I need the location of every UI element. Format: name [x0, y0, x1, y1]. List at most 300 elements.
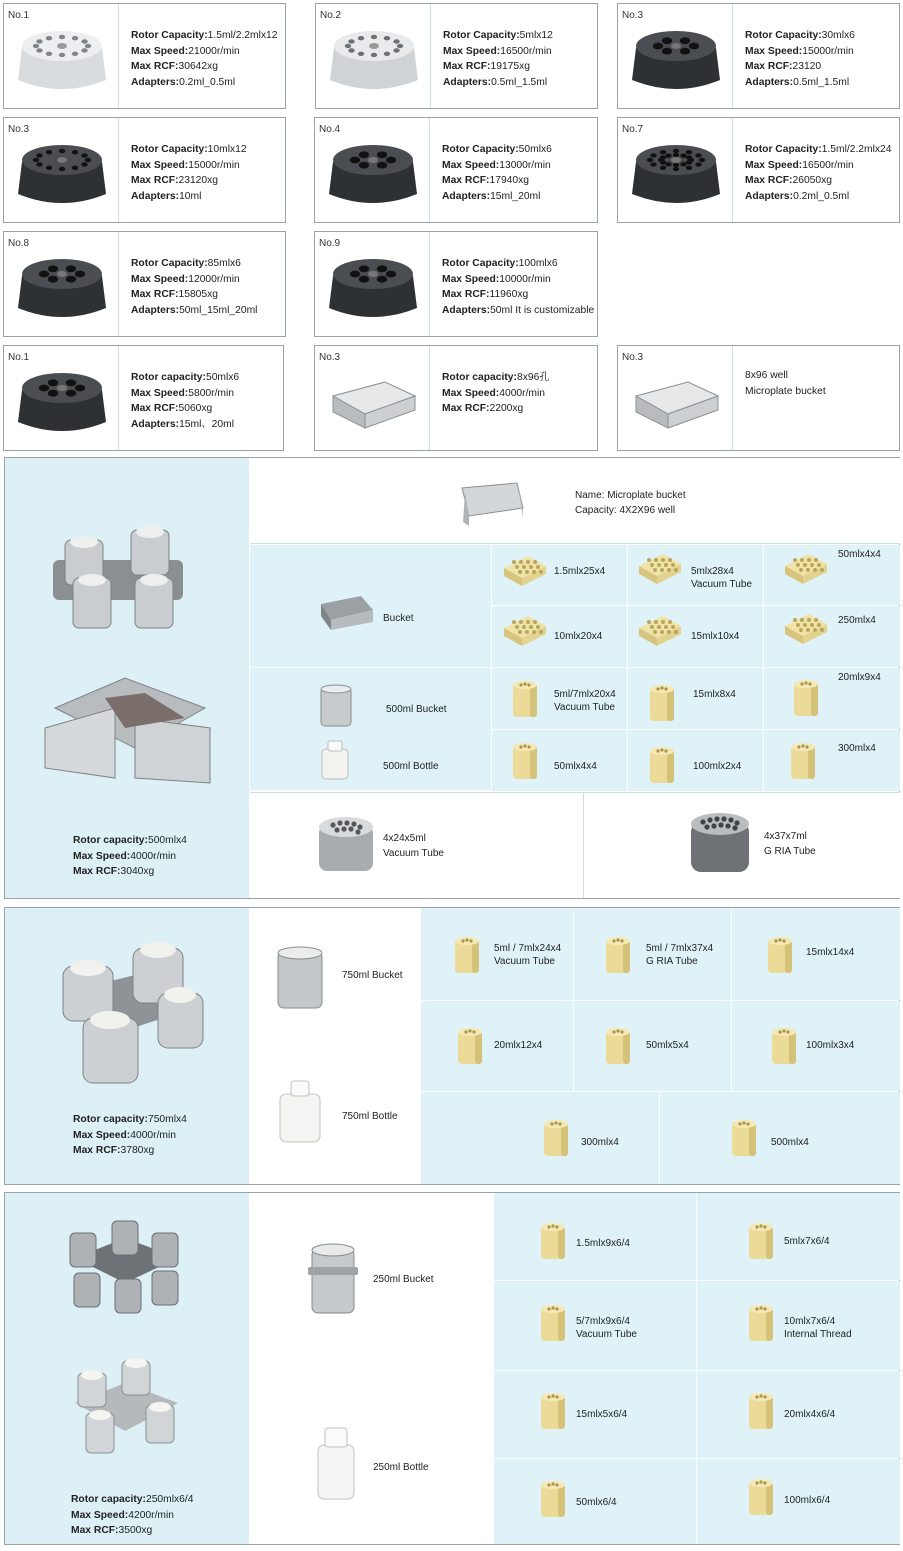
- bottle-500ml-image: [319, 739, 351, 781]
- spec-line: [443, 59, 553, 75]
- gria-tube-rack-type: G RIA Tube: [764, 846, 816, 857]
- rotor-card-image-area: [4, 232, 117, 336]
- spec-value: 5060xg: [178, 403, 213, 414]
- adapter-label: 100mlx3x4: [806, 1040, 855, 1051]
- spec-value: 4000r/min: [130, 1129, 177, 1141]
- rotor-specs: [745, 368, 826, 399]
- rotor-card-image-area: [4, 118, 117, 222]
- adapter-label: Vacuum Tube: [691, 579, 752, 590]
- rotor-section-750ml: [4, 907, 900, 1185]
- spec-line: [131, 173, 247, 189]
- spec-line: [745, 173, 892, 189]
- spec-value: 4000r/min: [130, 850, 177, 862]
- swing-rotor-750ml-image: [43, 938, 213, 1088]
- spec-value: 12000r/min: [188, 273, 240, 285]
- adapter-label: 5ml/7mlx20x4: [554, 689, 616, 700]
- rotor-card-image-area: [315, 346, 428, 450]
- spec-key: Max Speed:: [442, 159, 500, 171]
- spec-line: [73, 1128, 187, 1144]
- gria-tube-rack-capacity: 4x37x7ml: [764, 831, 807, 842]
- adapter-label: 15mlx8x4: [693, 689, 736, 700]
- spec-key: Max Speed:: [443, 45, 501, 57]
- rotor-specs: [131, 142, 247, 204]
- rotor-number: No.3: [319, 352, 341, 363]
- rotor-card-image-area: [316, 4, 429, 108]
- spec-value: 15ml、20ml: [179, 418, 234, 430]
- adapter-icon: [603, 935, 633, 975]
- rotor-card: [315, 3, 598, 109]
- spec-key: Max Speed:: [442, 273, 500, 285]
- spec-line: [745, 75, 855, 91]
- rotor-specs: [442, 142, 552, 204]
- spec-key: Adapters:: [131, 304, 180, 316]
- spec-value: 1.5ml/2.2mlx12: [207, 30, 278, 41]
- spec-value: 3040xg: [120, 866, 155, 877]
- spec-value: 15ml_20ml: [490, 190, 541, 202]
- rotor-card-image-area: [618, 346, 731, 450]
- spec-key: Adapters:: [131, 418, 180, 430]
- spec-value: 3500xg: [118, 1525, 153, 1536]
- spec-value: 11960xg: [489, 289, 529, 300]
- spec-value: 21000r/min: [188, 45, 240, 57]
- rotor-specs: [442, 256, 594, 318]
- rotor-card-image-area: [4, 4, 117, 108]
- spec-line: [442, 386, 550, 402]
- spec-key: Max RCF:: [442, 403, 490, 414]
- rotor-specs: [131, 28, 278, 90]
- spec-line: [745, 189, 892, 205]
- rotor-card: [617, 117, 900, 223]
- spec-value: 50ml It is customizable: [490, 304, 595, 316]
- spec-value: 16500r/min: [500, 45, 552, 57]
- adapter-icon: [729, 1118, 759, 1158]
- spec-value: 3780xg: [120, 1145, 155, 1156]
- spec-line: [442, 287, 594, 303]
- adapter-label: 250mlx4: [838, 615, 876, 626]
- swing-rotor-250ml-4-image: [60, 1353, 190, 1463]
- spec-key: Max Speed:: [745, 45, 803, 57]
- spec-key: Max Speed:: [73, 850, 131, 862]
- adapter-icon: [746, 1303, 776, 1343]
- rotor-card-specs-area: [732, 4, 899, 108]
- rotor-specs: [131, 370, 239, 432]
- adapter-label: G RIA Tube: [646, 956, 698, 967]
- spec-line: [443, 28, 553, 44]
- spec-key: Rotor Capacity:: [131, 30, 208, 41]
- adapter-icon: [510, 741, 540, 781]
- spec-key: Max Speed:: [131, 159, 189, 171]
- adapter-label: 100mlx6/4: [784, 1495, 831, 1506]
- bucket-image: [317, 590, 377, 632]
- adapter-label: 50mlx4x4: [838, 549, 881, 560]
- spec-key: Max RCF:: [442, 175, 490, 186]
- adapter-label: 300mlx4: [581, 1137, 619, 1148]
- spec-key: Adapters:: [442, 190, 491, 202]
- spec-line: [442, 370, 550, 386]
- spec-line: [131, 303, 257, 319]
- rotor-card: [3, 231, 286, 337]
- adapter-icon: [538, 1391, 568, 1431]
- adapter-label: 300mlx4: [838, 743, 876, 754]
- swing-rotor-500ml-image: [43, 520, 193, 640]
- spec-key: Rotor capacity:: [442, 372, 517, 383]
- microplate-capacity: Capacity: 4X2X96 well: [575, 505, 676, 516]
- rotor-card: [314, 117, 598, 223]
- adapter-icon: [791, 678, 821, 718]
- adapter-label: 5ml / 7mlx24x4: [494, 943, 562, 954]
- spec-value: 1.5ml/2.2mlx24: [821, 144, 892, 155]
- spec-value: 0.2ml_0.5ml: [793, 190, 850, 202]
- spec-line: [745, 44, 855, 60]
- adapter-label: 500mlx4: [771, 1137, 809, 1148]
- spec-key: Max RCF:: [443, 61, 491, 72]
- rotor-card-image-area: [4, 346, 117, 450]
- spec-key: Max Speed:: [442, 387, 500, 399]
- adapter-label: Vacuum Tube: [576, 1329, 637, 1340]
- adapter-icon: [510, 679, 540, 719]
- rotor-card-image-area: [618, 118, 731, 222]
- spec-line: [71, 1523, 193, 1539]
- rotor-number: No.3: [8, 124, 30, 135]
- rotor-card-specs-area: [429, 232, 597, 336]
- spec-value: 750mlx4: [147, 1114, 187, 1125]
- spec-line: [442, 303, 594, 319]
- adapter-label: 100mlx2x4: [693, 761, 742, 772]
- adapter-cell: [764, 730, 900, 791]
- spec-line: [73, 864, 187, 880]
- rotor-card-specs-area: [430, 4, 597, 108]
- adapter-label: 50mlx4x4: [554, 761, 597, 772]
- adapter-icon: [637, 552, 683, 586]
- spec-value: 2200xg: [489, 403, 524, 414]
- rotor-number: No.1: [8, 352, 30, 363]
- swing-rotor-frame-image: [35, 668, 215, 788]
- angle-rotor-image: [14, 138, 110, 206]
- adapter-label: 15mlx10x4: [691, 631, 740, 642]
- rotor-card-image-area: [315, 232, 428, 336]
- rotor-card: [617, 345, 900, 451]
- spec-line: [745, 142, 892, 158]
- bucket-250ml-image: [308, 1243, 358, 1315]
- rotor-specs: [73, 1112, 187, 1159]
- rotor-card-specs-area: [429, 346, 597, 450]
- adapter-label: 20mlx12x4: [494, 1040, 543, 1051]
- adapter-label: 5ml / 7mlx37x4: [646, 943, 714, 954]
- microplate-name: Name: Microplate bucket: [575, 490, 686, 501]
- rotor-card-specs-area: [429, 118, 597, 222]
- spec-key: Rotor Capacity:: [131, 258, 208, 269]
- adapter-icon: [502, 554, 548, 588]
- rotor-number: No.3: [622, 352, 644, 363]
- spec-value: 13000r/min: [499, 159, 551, 171]
- spec-line: [745, 158, 892, 174]
- bottle-250ml-label: 250ml Bottle: [373, 1462, 429, 1473]
- rotor-card-specs-area: [118, 346, 283, 450]
- rotor-specs: [443, 28, 553, 90]
- adapter-label: 10mlx20x4: [554, 631, 603, 642]
- spec-line: [131, 28, 278, 44]
- spec-key: Max Speed:: [73, 1129, 131, 1141]
- spec-key: Max RCF:: [71, 1525, 119, 1536]
- rotor-number: No.1: [8, 10, 30, 21]
- spec-line: [73, 849, 187, 865]
- spec-line: [443, 44, 553, 60]
- spec-key: Max RCF:: [745, 61, 793, 72]
- spec-key: Max RCF:: [131, 403, 179, 414]
- spec-key: Max Speed:: [71, 1509, 129, 1521]
- adapter-icon: [765, 935, 795, 975]
- adapter-icon: [769, 1026, 799, 1066]
- adapter-cell: [421, 1092, 659, 1184]
- rotor-card-image-area: [315, 118, 428, 222]
- spec-value: 23120: [792, 61, 822, 72]
- microplate-bucket-image: [457, 478, 527, 526]
- angle-rotor-image: [326, 24, 422, 92]
- adapter-icon: [788, 741, 818, 781]
- spec-value: 4000r/min: [499, 387, 546, 399]
- spec-line: [131, 59, 278, 75]
- rotor-section-500ml: [4, 457, 900, 899]
- spec-value: 50mlx6: [205, 372, 240, 383]
- spec-value: 19175xg: [490, 61, 530, 72]
- spec-key: Rotor capacity:: [71, 1494, 146, 1505]
- rotor-section-250ml: [4, 1192, 900, 1545]
- spec-key: Adapters:: [131, 76, 180, 88]
- spec-key: Max RCF:: [131, 175, 179, 186]
- adapter-icon: [746, 1477, 776, 1517]
- spec-key: Rotor capacity:: [131, 372, 206, 383]
- adapter-icon: [538, 1303, 568, 1343]
- angle-rotor-image: [628, 138, 724, 206]
- spec-value: 8x96孔: [516, 372, 550, 383]
- adapter-label: 15mlx5x6/4: [576, 1409, 628, 1420]
- spec-value: 15805xg: [178, 289, 218, 300]
- spec-key: Rotor capacity:: [73, 835, 148, 846]
- adapter-label: 15mlx14x4: [806, 947, 855, 958]
- spec-line: [131, 256, 257, 272]
- spec-line: [442, 272, 594, 288]
- spec-key: Rotor Capacity:: [131, 144, 208, 155]
- vacuum-tube-rack-type: Vacuum Tube: [383, 848, 444, 859]
- adapter-icon: [603, 1026, 633, 1066]
- rotor-card-image-area: [618, 4, 731, 108]
- rotor-number: No.7: [622, 124, 644, 135]
- spec-key: Max Speed:: [745, 159, 803, 171]
- rotor-card: [617, 3, 900, 109]
- adapter-icon: [647, 683, 677, 723]
- rotor-card: [3, 117, 286, 223]
- spec-line: [443, 75, 553, 91]
- rotor-card: [3, 345, 284, 451]
- adapter-label: 20mlx4x6/4: [784, 1409, 836, 1420]
- adapter-label: 5mlx7x6/4: [784, 1236, 830, 1247]
- bucket-500ml-label: 500ml Bucket: [386, 704, 447, 715]
- spec-line: [442, 142, 552, 158]
- spec-line: [131, 44, 278, 60]
- spec-key: Max Speed:: [131, 387, 189, 399]
- spec-value: 17940xg: [489, 175, 529, 186]
- spec-key: Rotor Capacity:: [442, 144, 519, 155]
- spec-line: [745, 59, 855, 75]
- spec-line: [442, 256, 594, 272]
- microplate-label: [575, 488, 686, 518]
- rotor-number: No.8: [8, 238, 30, 249]
- spec-key: Adapters:: [745, 76, 794, 88]
- rotor-specs: [131, 256, 257, 318]
- bucket-250ml-label: 250ml Bucket: [373, 1274, 434, 1285]
- spec-value: 30642xg: [178, 61, 218, 72]
- gria-tube-rack-image: [687, 810, 753, 876]
- vacuum-tube-rack-capacity: 4x24x5ml: [383, 833, 426, 844]
- spec-line: [442, 173, 552, 189]
- spec-value: 100mlx6: [518, 258, 558, 269]
- adapter-label: 20mlx9x4: [838, 672, 881, 683]
- vacuum-tube-rack-image: [315, 813, 377, 875]
- rotor-card-specs-area: [732, 346, 899, 450]
- spec-line: [442, 158, 552, 174]
- plain-line: 8x96 well: [745, 370, 788, 381]
- spec-value: 0.5ml_1.5ml: [491, 76, 548, 88]
- adapter-icon: [637, 614, 683, 648]
- spec-line: [745, 28, 855, 44]
- spec-value: 500mlx4: [147, 835, 187, 846]
- adapter-icon: [647, 745, 677, 785]
- adapter-icon: [538, 1479, 568, 1519]
- bucket-label: Bucket: [383, 613, 414, 624]
- spec-key: Max Speed:: [131, 45, 189, 57]
- rotor-specs: [745, 28, 855, 90]
- spec-line: [73, 1112, 187, 1128]
- spec-value: 5800r/min: [188, 387, 235, 399]
- spec-line: [131, 370, 239, 386]
- rotor-number: No.2: [320, 10, 342, 21]
- spec-value: 50mlx6: [518, 144, 552, 155]
- bottle-750ml-image: [277, 1078, 323, 1144]
- spec-value: 30mlx6: [821, 30, 855, 41]
- spec-line: [131, 401, 239, 417]
- adapter-label: 5mlx28x4: [691, 566, 734, 577]
- spec-key: Max RCF:: [442, 289, 490, 300]
- bottle-500ml-label: 500ml Bottle: [383, 761, 439, 772]
- angle-rotor-image: [628, 24, 724, 92]
- adapter-icon: [783, 612, 829, 646]
- angle-rotor-image: [14, 366, 110, 434]
- swing-rotor-250ml-6-image: [60, 1213, 190, 1323]
- angle-rotor-image: [14, 24, 110, 92]
- microplate-carrier-image: [325, 366, 421, 434]
- bottle-750ml-label: 750ml Bottle: [342, 1111, 398, 1122]
- spec-value: 5mlx12: [519, 30, 553, 41]
- adapter-icon: [502, 614, 548, 648]
- rotor-specs: [71, 1492, 193, 1539]
- rotor-card-specs-area: [732, 118, 899, 222]
- angle-rotor-image: [325, 138, 421, 206]
- spec-line: [131, 272, 257, 288]
- spec-key: Rotor Capacity:: [745, 144, 822, 155]
- adapter-label: 50mlx5x4: [646, 1040, 689, 1051]
- rotor-card: [314, 345, 598, 451]
- adapter-icon: [746, 1391, 776, 1431]
- spec-value: 26050xg: [792, 175, 832, 186]
- spec-key: Rotor Capacity:: [443, 30, 520, 41]
- adapter-label: 50mlx6/4: [576, 1497, 617, 1508]
- spec-value: 23120xg: [178, 175, 218, 186]
- adapter-label: 10mlx7x6/4: [784, 1316, 836, 1327]
- spec-value: 85mlx6: [207, 258, 241, 269]
- rotor-specs: [745, 142, 892, 204]
- spec-value: 10mlx12: [207, 144, 247, 155]
- rotor-specs: [73, 833, 187, 880]
- spec-line: [71, 1508, 193, 1524]
- bucket-750ml-image: [275, 946, 325, 1010]
- gria-tube-rack-label: [764, 829, 816, 859]
- adapter-icon: [783, 552, 829, 586]
- microplate-carrier-image: [628, 366, 724, 434]
- spec-line: [71, 1492, 193, 1508]
- bucket-750ml-label: 750ml Bucket: [342, 970, 403, 981]
- spec-key: Max RCF:: [131, 61, 179, 72]
- spec-line: [73, 1143, 187, 1159]
- adapter-label: 5/7mlx9x6/4: [576, 1316, 630, 1327]
- adapter-label: Internal Thread: [784, 1329, 852, 1340]
- adapter-icon: [455, 1026, 485, 1066]
- spec-key: Max Speed:: [131, 273, 189, 285]
- spec-line: [131, 158, 247, 174]
- rotor-card-specs-area: [118, 118, 285, 222]
- adapter-label: Vacuum Tube: [494, 956, 555, 967]
- spec-value: 15000r/min: [188, 159, 240, 171]
- rotor-number: No.9: [319, 238, 341, 249]
- spec-value: 10ml: [179, 190, 202, 202]
- rotor-number: No.4: [319, 124, 341, 135]
- spec-value: 4200r/min: [128, 1509, 175, 1521]
- angle-rotor-image: [325, 252, 421, 320]
- vacuum-tube-rack-label: [383, 831, 444, 861]
- spec-line: [131, 189, 247, 205]
- spec-line: [442, 401, 550, 417]
- spec-value: 10000r/min: [499, 273, 551, 285]
- adapter-label: 1.5mlx9x6/4: [576, 1238, 630, 1249]
- rotor-card: [3, 3, 286, 109]
- adapter-icon: [541, 1118, 571, 1158]
- rotor-card-specs-area: [118, 232, 285, 336]
- bucket-500ml-image: [319, 684, 353, 728]
- rotor-card: [314, 231, 598, 337]
- spec-line: [131, 287, 257, 303]
- spec-key: Rotor Capacity:: [442, 258, 519, 269]
- bottle-250ml-image: [315, 1425, 357, 1501]
- spec-value: 0.5ml_1.5ml: [793, 76, 850, 88]
- spec-value: 50ml_15ml_20ml: [179, 304, 258, 316]
- adapter-icon: [452, 935, 482, 975]
- spec-value: 0.2ml_0.5ml: [179, 76, 236, 88]
- spec-value: 250mlx6/4: [145, 1494, 194, 1505]
- spec-key: Adapters:: [442, 304, 491, 316]
- spec-key: Max RCF:: [73, 1145, 121, 1156]
- rotor-specs: [442, 370, 550, 417]
- spec-key: Max RCF:: [73, 866, 121, 877]
- spec-line: [73, 833, 187, 849]
- rotor-number: No.3: [622, 10, 644, 21]
- spec-line: [131, 386, 239, 402]
- spec-value: 15000r/min: [802, 45, 854, 57]
- spec-line: [131, 75, 278, 91]
- spec-line: [442, 189, 552, 205]
- spec-key: Adapters:: [131, 190, 180, 202]
- spec-value: 16500r/min: [802, 159, 854, 171]
- spec-key: Max RCF:: [745, 175, 793, 186]
- adapter-icon: [746, 1221, 776, 1261]
